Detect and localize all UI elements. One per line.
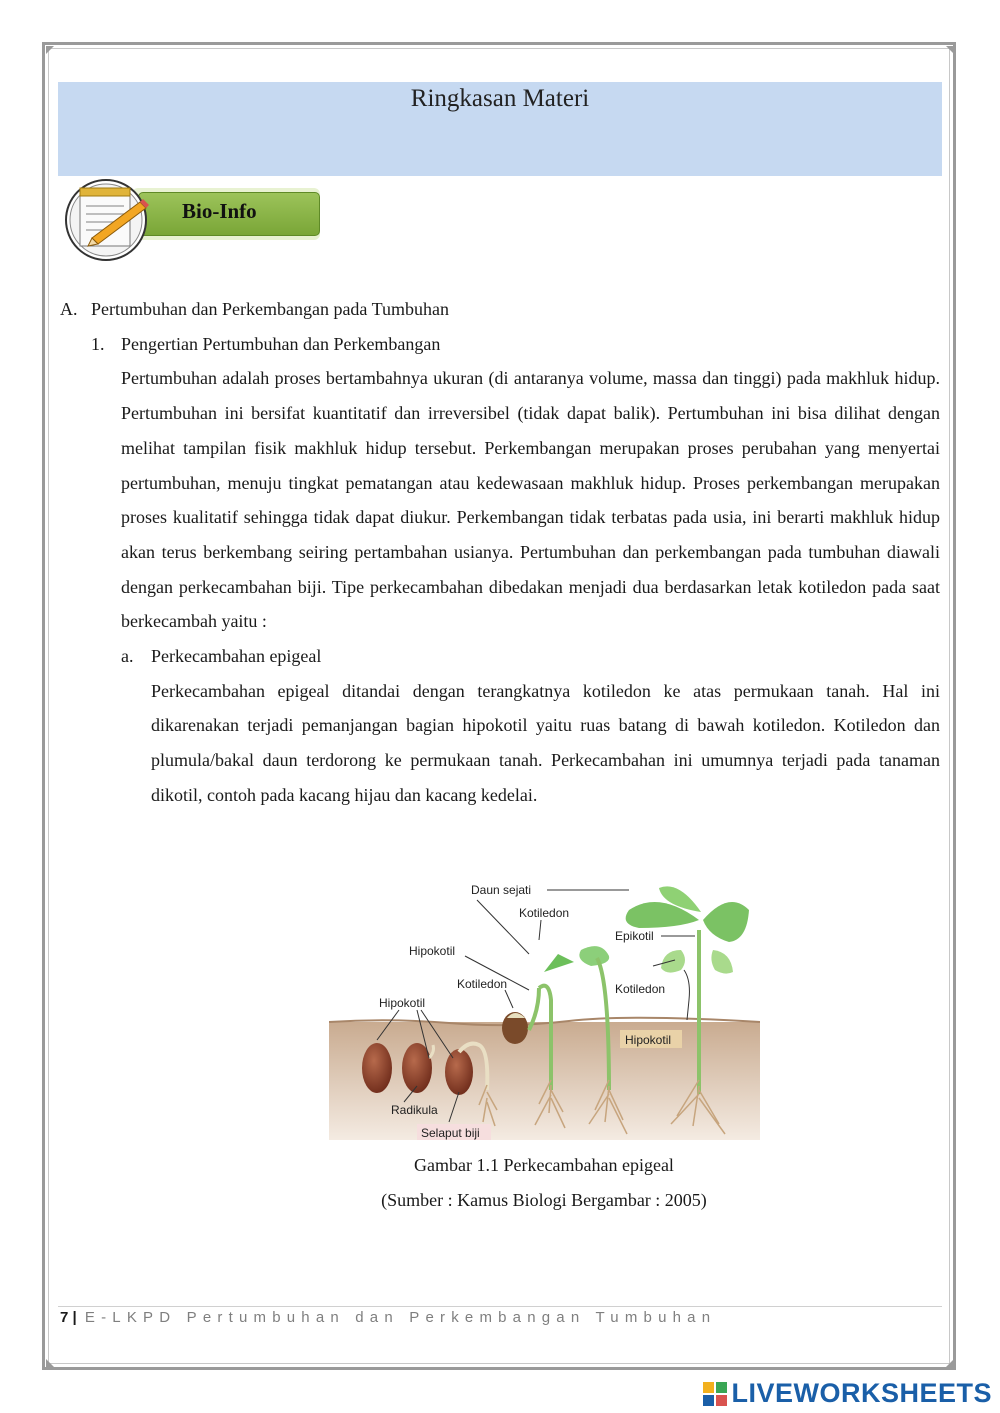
figure-caption-block	[0, 1148, 1000, 1218]
subsubsection-heading	[60, 639, 940, 674]
corner-ornament	[946, 1359, 954, 1367]
section-heading	[60, 292, 940, 327]
liveworksheets-logo-icon	[703, 1382, 727, 1406]
book-title: E-LKPD Pertumbuhan dan Perkembangan Tumbuhan	[84, 1309, 717, 1326]
subsubsection-title: Perkecambahan epigeal	[151, 646, 322, 667]
liveworksheets-watermark	[703, 1378, 992, 1409]
label-hipokotil-2: Hipokotil	[379, 996, 426, 1010]
label-kotiledon-1: Kotiledon	[519, 906, 570, 920]
true-leaf-right	[703, 902, 749, 942]
corner-ornament	[46, 46, 54, 54]
figure-source: (Sumber : Kamus Biologi Bergambar : 2005)	[381, 1190, 707, 1210]
cotyledon-leaf	[579, 946, 609, 966]
subsection-heading	[60, 327, 940, 362]
label-radikula: Radikula	[391, 1103, 438, 1117]
seed-1	[362, 1043, 392, 1093]
title-band	[58, 82, 942, 176]
label-kotiledon-2: Kotiledon	[457, 977, 508, 991]
paragraph-definition: Pertumbuhan adalah proses bertambahnya ukuran (di antaranya volume, massa dan tinggi) pada makhluk hidup. Pertumbuhan ini bersifat kuantitatif dan irreversibel (tidak dapat balik). Pertumbuhan ini bisa dilihat dengan melihat tampilan fisik makhluk hidup tersebut. Perkembangan merupakan proses perubahan yang menyertai pertumbuhan, menuju tingkat pematangan atau kedewasaan makhluk hidup. Proses perkembangan merupakan proses kualitatif sehingga tidak dapat diukur. Perkembangan tidak terbatas pada usia, ini berarti makhluk hidup akan terus berkembang seiring pertambahan usianya. Pertumbuhan dan perkembangan pada tumbuhan diawali dengan perkecambahan biji. Tipe perkecambahan dibedakan menjadi dua berdasarkan letak kotiledon pada saat berkecambah yaitu :	[121, 368, 940, 632]
badge-label: Bio-Info	[182, 199, 257, 223]
notepad-pencil-icon	[62, 178, 152, 262]
page-footer	[60, 1309, 716, 1326]
epigeal-germination-illustration	[329, 880, 760, 1140]
seed-3	[445, 1049, 473, 1095]
footer-divider	[58, 1306, 942, 1307]
corner-ornament	[46, 1359, 54, 1367]
paragraph-epigeal: Perkecambahan epigeal ditandai dengan terangkatnya kotiledon ke atas permukaan tanah. Hal ini dikarenakan terjadi pemanjangan bagian hipokotil yaitu ruas batang di bawah kotiledon. Kotiledon dan plumula/bakal daun terdorong ke permukaan tanah. Perkecambahan ini umumnya terjadi pada tanaman dikotil, contoh pada kacang hijau dan kacang kedelai.	[151, 680, 940, 805]
label-epikotil: Epikotil	[615, 929, 654, 943]
watermark-text: LIVEWORKSHEETS	[731, 1378, 992, 1408]
section-number: A.	[60, 299, 78, 319]
label-hipokotil-3: Hipokotil	[625, 1033, 672, 1047]
corner-ornament	[946, 46, 954, 54]
soil	[329, 1022, 760, 1140]
subsection-title: Pengertian Pertumbuhan dan Perkembangan	[121, 333, 441, 354]
label-hipokotil-1: Hipokotil	[409, 944, 456, 958]
germination-figure	[329, 880, 760, 1140]
label-selaput-biji: Selaput biji	[421, 1126, 480, 1140]
subsection-number: 1.	[91, 333, 105, 354]
label-kotiledon-3: Kotiledon	[615, 982, 666, 996]
subsubsection-number: a.	[121, 646, 134, 667]
figure-caption: Gambar 1.1 Perkecambahan epigeal	[414, 1155, 674, 1175]
bio-info-badge	[62, 178, 332, 260]
content-body	[60, 292, 940, 813]
page-title: Ringkasan Materi	[410, 85, 590, 112]
label-daun-sejati: Daun sejati	[471, 883, 532, 897]
page-number: 7 |	[60, 1309, 77, 1326]
cotyledon-right	[711, 950, 733, 974]
section-title: Pertumbuhan dan Perkembangan pada Tumbuhan	[91, 299, 449, 319]
cotyledon-left	[661, 950, 685, 973]
